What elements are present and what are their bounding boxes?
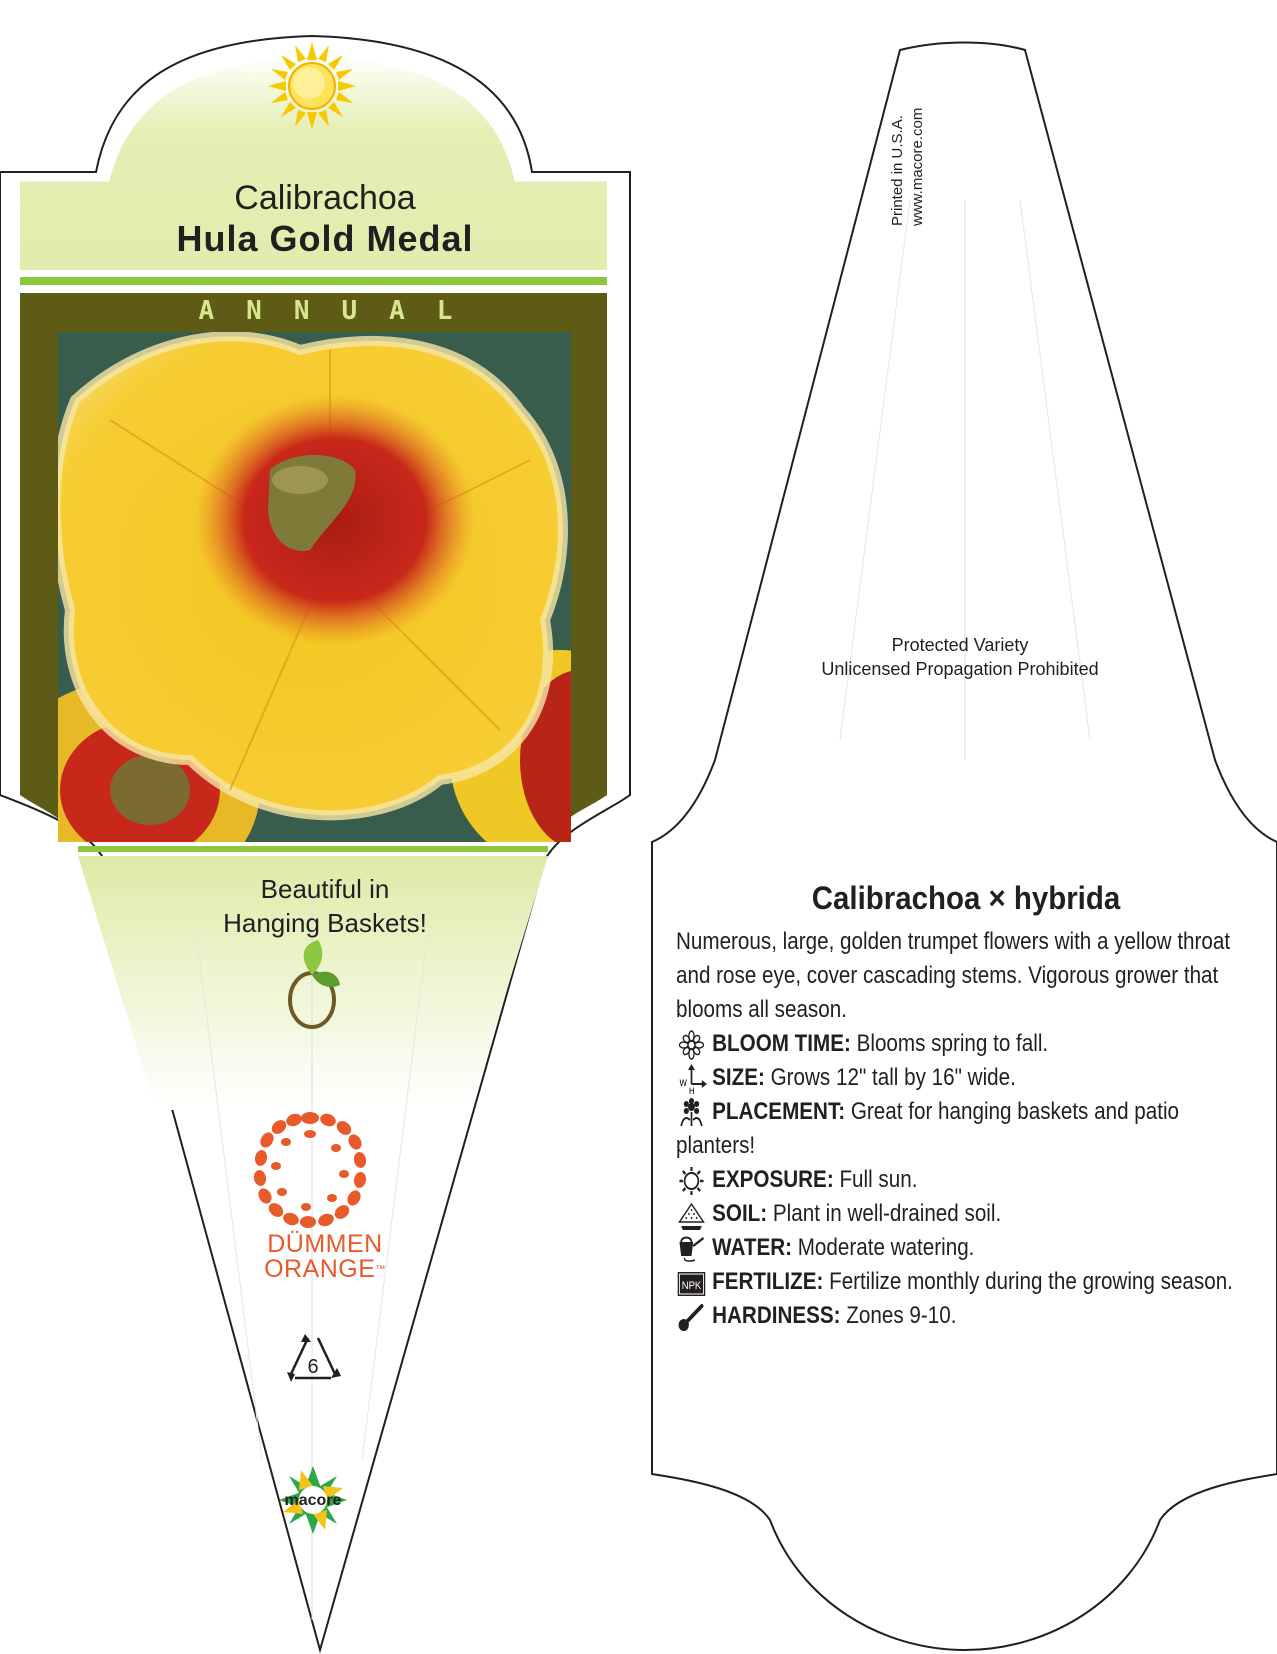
brand-line2: ORANGE™ [264, 1255, 386, 1283]
attribute-size [676, 1061, 1255, 1095]
placement-icon [676, 1098, 707, 1128]
attribute-exposure [676, 1163, 1255, 1197]
sun-icon [676, 1166, 707, 1196]
attribute-water [676, 1231, 1255, 1265]
variety-name: Hula Gold Medal [176, 218, 474, 259]
attribute-label: SOIL: [712, 1200, 768, 1227]
npk-icon [676, 1268, 707, 1298]
protected-line1: Protected Variety [891, 635, 1029, 655]
attribute-label: BLOOM TIME: [712, 1030, 851, 1057]
flower-icon [676, 1030, 707, 1060]
care-info [676, 880, 1256, 1333]
printed-country: Printed in U.S.A. [889, 115, 906, 226]
tagline-line2: Hanging Baskets! [223, 908, 427, 938]
attribute-value: Full sun. [839, 1166, 918, 1193]
botanical-name: Calibrachoa × hybrida [811, 880, 1121, 916]
npk-icon-text: NPK [681, 1280, 702, 1292]
attribute-value: Moderate watering. [797, 1234, 975, 1261]
printer-website: www.macore.com [909, 107, 926, 226]
thermometer-icon [676, 1302, 707, 1332]
attribute-fertilize [676, 1265, 1255, 1299]
attribute-value: Fertilize monthly during the growing season. [829, 1268, 1233, 1295]
category-label: ANNUAL [198, 296, 485, 326]
attribute-value: Blooms spring to fall. [856, 1030, 1049, 1057]
attribute-label: SIZE: [712, 1064, 765, 1091]
attribute-hardiness [676, 1299, 1255, 1333]
attribute-label: FERTILIZE: [712, 1268, 824, 1295]
attribute-value: Plant in well-drained soil. [772, 1200, 1002, 1227]
tagline-line1: Beautiful in [260, 874, 390, 904]
attribute-soil [676, 1197, 1255, 1231]
attribute-bloom-time [676, 1027, 1255, 1061]
plant-description: Numerous, large, golden trumpet flowers with a yellow throat and rose eye, cover cascading stems. Vigorous grower that blooms all season. [676, 928, 1231, 1023]
size-icon-h: H [688, 1085, 695, 1094]
recycle-number: 6 [307, 1356, 319, 1378]
attribute-label: WATER: [712, 1234, 792, 1261]
size-icon [676, 1064, 707, 1094]
printed-info [890, 50, 930, 230]
common-name: Calibrachoa [234, 179, 416, 217]
protected-notice [780, 633, 1140, 681]
attribute-label: PLACEMENT: [712, 1098, 846, 1125]
attribute-value: Grows 12" tall by 16" wide. [770, 1064, 1016, 1091]
printer-logo-text: macore [284, 1492, 342, 1509]
attribute-label: HARDINESS: [712, 1302, 841, 1329]
attribute-value: Great for hanging baskets and patio planters! [676, 1098, 1180, 1159]
protected-line2: Unlicensed Propagation Prohibited [821, 659, 1099, 679]
soil-icon [676, 1200, 707, 1230]
watering-can-icon [676, 1234, 707, 1264]
brand-line1: DÜMMEN [267, 1230, 383, 1258]
attribute-label: EXPOSURE: [712, 1166, 834, 1193]
attribute-value: Zones 9-10. [846, 1302, 957, 1329]
attribute-placement [676, 1095, 1255, 1163]
size-icon-w: W [679, 1077, 688, 1088]
trademark-symbol: ™ [375, 1264, 386, 1275]
